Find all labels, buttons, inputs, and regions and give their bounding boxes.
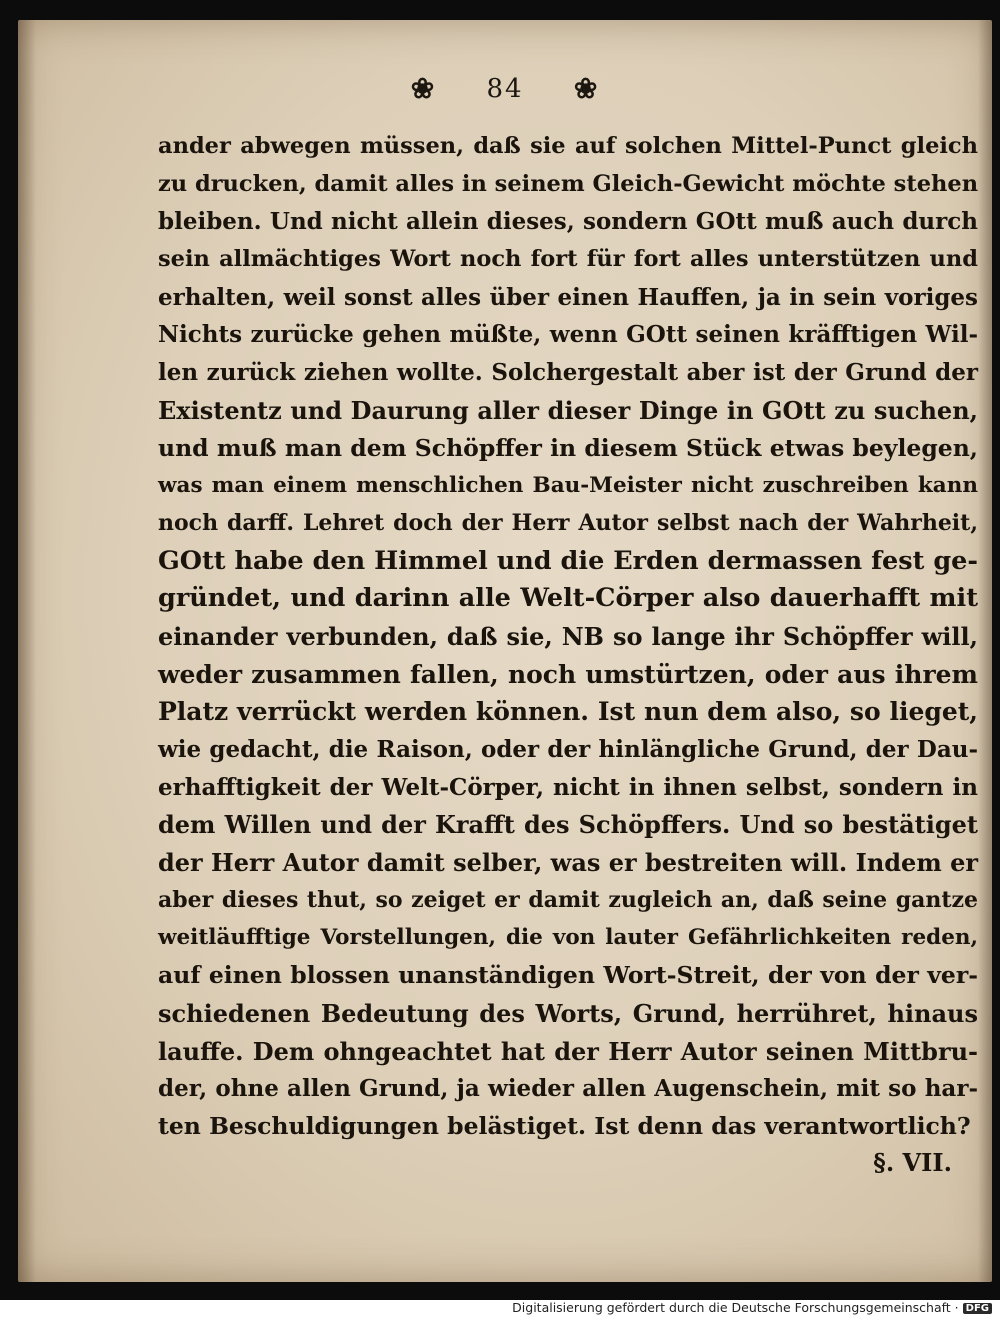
ornament-left-icon: ❀ [410,72,437,105]
ornament-right-icon: ❀ [573,72,600,105]
text-line: der Herr Autor damit selber, was er bestreiten will. Indem er [158,848,978,878]
text-line: ander abwegen müssen, daß sie auf solchen Mittel-Punct gleich [158,133,978,159]
text-line: weitläufftige Vorstellungen, die von lauter Gefährlichkeiten reden, [158,925,978,951]
text-line: Platz verrückt werden können. Ist nun dem also, so lieget, [158,697,978,727]
text-line: dem Willen und der Krafft des Schöpffers. Und so bestätiget [158,810,978,840]
text-line: Nichts zurücke gehen müßte, wenn GOtt seinen kräfftigen Wil- [158,321,978,349]
text-line: einander verbunden, daß sie, NB so lange ihr Schöpffer will, [158,621,978,651]
text-line: der, ohne allen Grund, ja wieder allen Augenschein, mit so har- [158,1075,978,1103]
text-line: gründet, und darinn alle Welt-Cörper also dauerhafft mit [158,583,978,614]
text-line: und muß man dem Schöpffer in diesem Stück etwas beylegen, [158,433,978,462]
text-line: schiedenen Bedeutung des Worts, Grund, herrühret, hinaus [158,998,978,1028]
text-line: erhalten, weil sonst alles über einen Hauffen, ja in sein voriges [158,283,978,311]
credit-text: Digitalisierung gefördert durch die Deutsche Forschungsgemeinschaft · [512,1300,959,1315]
text-line: Existentz und Daurung aller dieser Dinge in GOtt zu suchen, [158,395,978,425]
text-line: ten Beschuldigungen belästiget. Ist denn das verantwortlich? [158,1111,971,1140]
text-line: weder zusammen fallen, noch umstürtzen, oder aus ihrem [158,659,978,689]
text-line: lauffe. Dem ohngeachtet hat der Herr Autor seinen Mittbru- [158,1036,978,1066]
text-line: erhafftigkeit der Welt-Cörper, nicht in ihnen selbst, sondern in [158,773,978,801]
catchword: §. VII. [873,1148,952,1177]
text-line: noch darff. Lehret doch der Herr Autor selbst nach der Wahrheit, [158,509,978,536]
text-line: aber dieses thut, so zeiget er damit zugleich an, daß seine gantze [158,886,978,913]
book-page [18,20,992,1282]
digitization-credit [512,1300,992,1315]
page-number: 84 [486,73,524,104]
text-line: wie gedacht, die Raison, oder der hinlängliche Grund, der Dau- [158,736,978,763]
body-text [158,128,978,1146]
text-line: bleiben. Und nicht allein dieses, sondern GOtt muß auch durch [158,208,978,236]
text-line: len zurück ziehen wollte. Solchergestalt aber ist der Grund der [158,359,978,387]
dfg-logo: DFG [963,1303,992,1314]
text-line: zu drucken, damit alles in seinem Gleich-Gewicht möchte stehen [158,170,979,197]
text-line: GOtt habe den Himmel und die Erden dermassen fest ge- [158,545,978,576]
page-header [18,72,992,105]
text-line: sein allmächtiges Wort noch fort für fort alles unterstützen und [158,246,978,273]
text-line: was man einem menschlichen Bau-Meister nicht zuschreiben kann [158,473,978,499]
text-line: auf einen blossen unanständigen Wort-Streit, der von der ver- [158,961,978,990]
